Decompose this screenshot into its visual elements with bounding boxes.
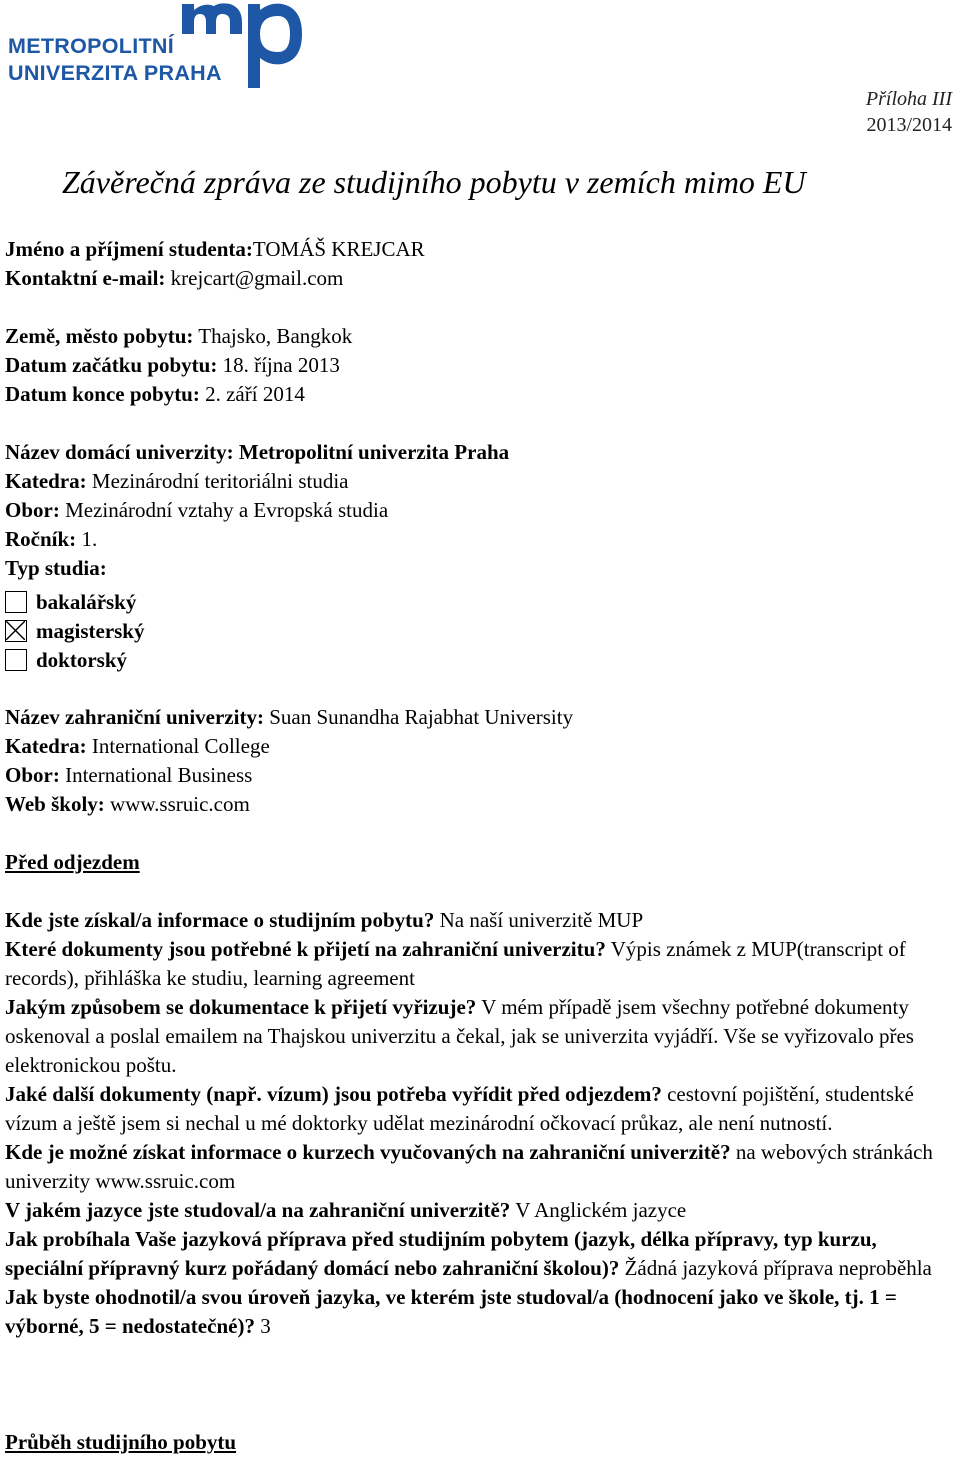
foreign-field-row xyxy=(5,761,252,790)
stay-end-value: 2. září 2014 xyxy=(205,382,305,406)
home-university-value: Metropolitní univerzita Praha xyxy=(238,440,510,464)
before-departure-heading: Před odjezdem xyxy=(5,850,140,874)
study-type-option-master xyxy=(5,617,145,646)
answer-6: V Anglickém jazyce xyxy=(515,1198,687,1222)
logo-line-1: METROPOLITNÍ xyxy=(8,34,175,58)
study-type-option-bachelor xyxy=(5,588,136,617)
home-university-label: Název domácí univerzity: xyxy=(5,440,234,464)
student-email-label: Kontaktní e-mail: xyxy=(5,266,166,290)
answer-2: Výpis známek z MUP(transcript of records), přihláška ke studiu, learning agreement xyxy=(5,937,906,990)
home-field-row xyxy=(5,496,388,525)
stay-start-row xyxy=(5,351,340,380)
question-1: Kde jste získal/a informace o studijním pobytu? xyxy=(5,908,435,932)
annex-title: Příloha III xyxy=(865,88,952,110)
foreign-field-label: Obor: xyxy=(5,763,60,787)
study-type-label: Typ studia: xyxy=(5,556,107,580)
answer-7: Žádná jazyková příprava neproběhla xyxy=(624,1256,932,1280)
question-7: Jak probíhala Vaše jazyková příprava před studijním pobytem (jazyk, délka přípravy, typ kurzu, speciální přípravný kurz pořádaný domácí nebo zahraniční školou)? xyxy=(5,1227,877,1280)
qa-block xyxy=(5,906,953,1341)
stay-country-value: Thajsko, Bangkok xyxy=(198,324,353,348)
question-5: Kde je možné získat informace o kurzech vyučovaných na zahraniční univerzitě? xyxy=(5,1140,731,1164)
foreign-university-value: Suan Sunandha Rajabhat University xyxy=(269,705,574,729)
question-8: Jak byste ohodnotil/a svou úroveň jazyka, ve kterém jste studoval/a (hodnocení jako ve škole, tj. 1 = výborné, 5 = nedostatečné)? xyxy=(5,1285,897,1338)
home-department-label: Katedra: xyxy=(5,469,87,493)
home-department-value: Mezinárodní teritoriálni studia xyxy=(91,469,349,493)
home-department-row xyxy=(5,467,349,496)
stay-start-value: 18. října 2013 xyxy=(222,353,340,377)
during-stay-heading: Průběh studijního pobytu xyxy=(5,1430,237,1454)
answer-5: na webových stránkách univerzity www.ssruic.com xyxy=(5,1140,933,1193)
mp-logo-mark-icon xyxy=(174,0,309,90)
foreign-field-value: International Business xyxy=(65,763,253,787)
question-6: V jakém jazyce jste studoval/a na zahraniční univerzitě? xyxy=(5,1198,511,1222)
section-heading-during-stay xyxy=(5,1428,236,1457)
university-logo xyxy=(4,0,314,92)
student-name-label: Jméno a příjmení studenta: xyxy=(5,237,253,261)
logo-line-2: UNIVERZITA PRAHA xyxy=(8,61,222,85)
stay-start-label: Datum začátku pobytu: xyxy=(5,353,218,377)
student-email-value: krejcart@gmail.com xyxy=(170,266,344,290)
foreign-university-label: Název zahraniční univerzity: xyxy=(5,705,264,729)
question-3: Jakým způsobem se dokumentace k přijetí vyřizuje? xyxy=(5,995,477,1019)
answer-8: 3 xyxy=(260,1314,271,1338)
annex-label xyxy=(866,86,952,138)
stay-end-label: Datum konce pobytu: xyxy=(5,382,200,406)
home-year-value: 1. xyxy=(81,527,98,551)
question-4: Jaké další dokumenty (např. vízum) jsou potřeba vyřídit před odjezdem? xyxy=(5,1082,662,1106)
option-label-doctoral: doktorský xyxy=(36,648,128,672)
stay-end-row xyxy=(5,380,305,409)
checkbox-bachelor[interactable] xyxy=(5,591,27,613)
student-name-value: TOMÁŠ KREJCAR xyxy=(252,237,425,261)
student-email-row xyxy=(5,264,343,293)
study-type-row xyxy=(5,554,107,583)
home-field-label: Obor: xyxy=(5,498,60,522)
answer-1: Na naší univerzitě MUP xyxy=(439,908,644,932)
foreign-web-value[interactable]: www.ssruic.com xyxy=(110,792,250,816)
stay-country-row xyxy=(5,322,352,351)
home-field-value: Mezinárodní vztahy a Evropská studia xyxy=(65,498,389,522)
option-label-bachelor: bakalářský xyxy=(36,590,137,614)
option-label-master: magisterský xyxy=(36,619,145,643)
home-year-label: Ročník: xyxy=(5,527,77,551)
page-title: Závěrečná zpráva ze studijního pobytu v zemích mimo EU xyxy=(62,164,806,200)
check-cross-icon xyxy=(6,621,25,640)
student-name-row xyxy=(5,235,425,264)
foreign-web-row xyxy=(5,790,250,819)
foreign-university-row xyxy=(5,703,573,732)
foreign-web-label: Web školy: xyxy=(5,792,105,816)
answer-4: cestovní pojištění, studentské vízum a ještě jsem si nechal u mé doktorky udělat mezinárodní očkovací průkaz, ale není nutností. xyxy=(5,1082,914,1135)
checkbox-doctoral[interactable] xyxy=(5,649,27,671)
checkbox-master[interactable] xyxy=(5,620,27,642)
home-university-row xyxy=(5,438,509,467)
foreign-department-label: Katedra: xyxy=(5,734,87,758)
answer-3: V mém případě jsem všechny potřebné dokumenty oskenoval a poslal emailem na Thajskou univerzitu a čekal, jak se univerzita vyjádří. Vše se vyřizovalo přes elektronickou poštu. xyxy=(5,995,914,1077)
annex-year: 2013/2014 xyxy=(866,114,952,136)
foreign-department-value: International College xyxy=(91,734,270,758)
home-year-row xyxy=(5,525,97,554)
foreign-department-row xyxy=(5,732,270,761)
stay-country-label: Země, město pobytu: xyxy=(5,324,194,348)
study-type-option-doctoral xyxy=(5,646,127,675)
question-2: Které dokumenty jsou potřebné k přijetí na zahraniční univerzitu? xyxy=(5,937,606,961)
section-heading-before-departure xyxy=(5,848,140,877)
